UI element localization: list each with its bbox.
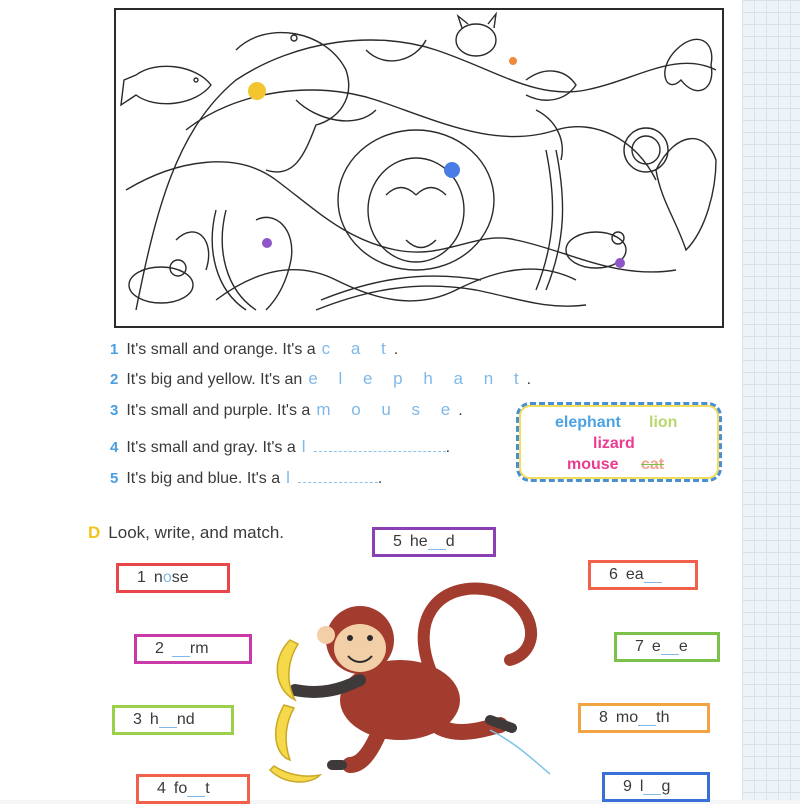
section-d-heading: D Look, write, and match. bbox=[88, 523, 285, 542]
answer-4[interactable]: l bbox=[301, 437, 314, 456]
word-cat: cat bbox=[641, 456, 665, 473]
answer-1[interactable]: c a t bbox=[321, 339, 394, 358]
animal-line-drawing bbox=[116, 10, 722, 326]
answer-2[interactable]: e l e p h a n t bbox=[308, 369, 527, 388]
word-lizard: lizard bbox=[593, 435, 635, 452]
purple-dot-right bbox=[615, 258, 625, 268]
question-1: 1 It's small and orange. It's a c a t. bbox=[110, 339, 399, 358]
answer-line-4[interactable] bbox=[314, 433, 446, 452]
tag-6-ear[interactable]: 6 ea bbox=[588, 560, 698, 590]
answer-5[interactable]: l bbox=[286, 468, 298, 487]
tag-1-nose[interactable]: 1 n o se bbox=[116, 563, 230, 593]
answer-3[interactable]: m o u s e bbox=[316, 400, 459, 419]
tag-9-leg[interactable]: 9 l g bbox=[602, 772, 710, 802]
tag-5-head[interactable]: 5 he d bbox=[372, 527, 496, 557]
blue-dot bbox=[444, 162, 460, 178]
tag-7-eye[interactable]: 7 e e bbox=[614, 632, 720, 662]
tag-2-arm[interactable]: 2 rm bbox=[134, 634, 252, 664]
question-5: 5 It's big and blue. It's a l . bbox=[110, 464, 382, 488]
monkey-illustration bbox=[250, 580, 550, 800]
purple-dot-left bbox=[262, 238, 272, 248]
word-mouse: mouse bbox=[567, 456, 619, 473]
word-elephant: elephant bbox=[555, 414, 621, 431]
tag-8-mouth[interactable]: 8 mo th bbox=[578, 703, 710, 733]
word-bank bbox=[516, 402, 722, 482]
coloring-picture bbox=[114, 8, 724, 328]
word-lion: lion bbox=[649, 414, 678, 431]
tag-3-hand[interactable]: 3 h nd bbox=[112, 705, 234, 735]
yellow-dot bbox=[248, 82, 266, 100]
graph-paper-background bbox=[742, 0, 800, 800]
question-3: 3 It's small and purple. It's a m o u s e. bbox=[110, 400, 463, 419]
answer-line-5[interactable] bbox=[298, 464, 378, 483]
tag-4-foot[interactable]: 4 fo t bbox=[136, 774, 250, 804]
question-4: 4 It's small and gray. It's a l . bbox=[110, 433, 450, 457]
question-2: 2 It's big and yellow. It's an e l e p h a n t. bbox=[110, 369, 532, 388]
orange-dot bbox=[509, 57, 517, 65]
